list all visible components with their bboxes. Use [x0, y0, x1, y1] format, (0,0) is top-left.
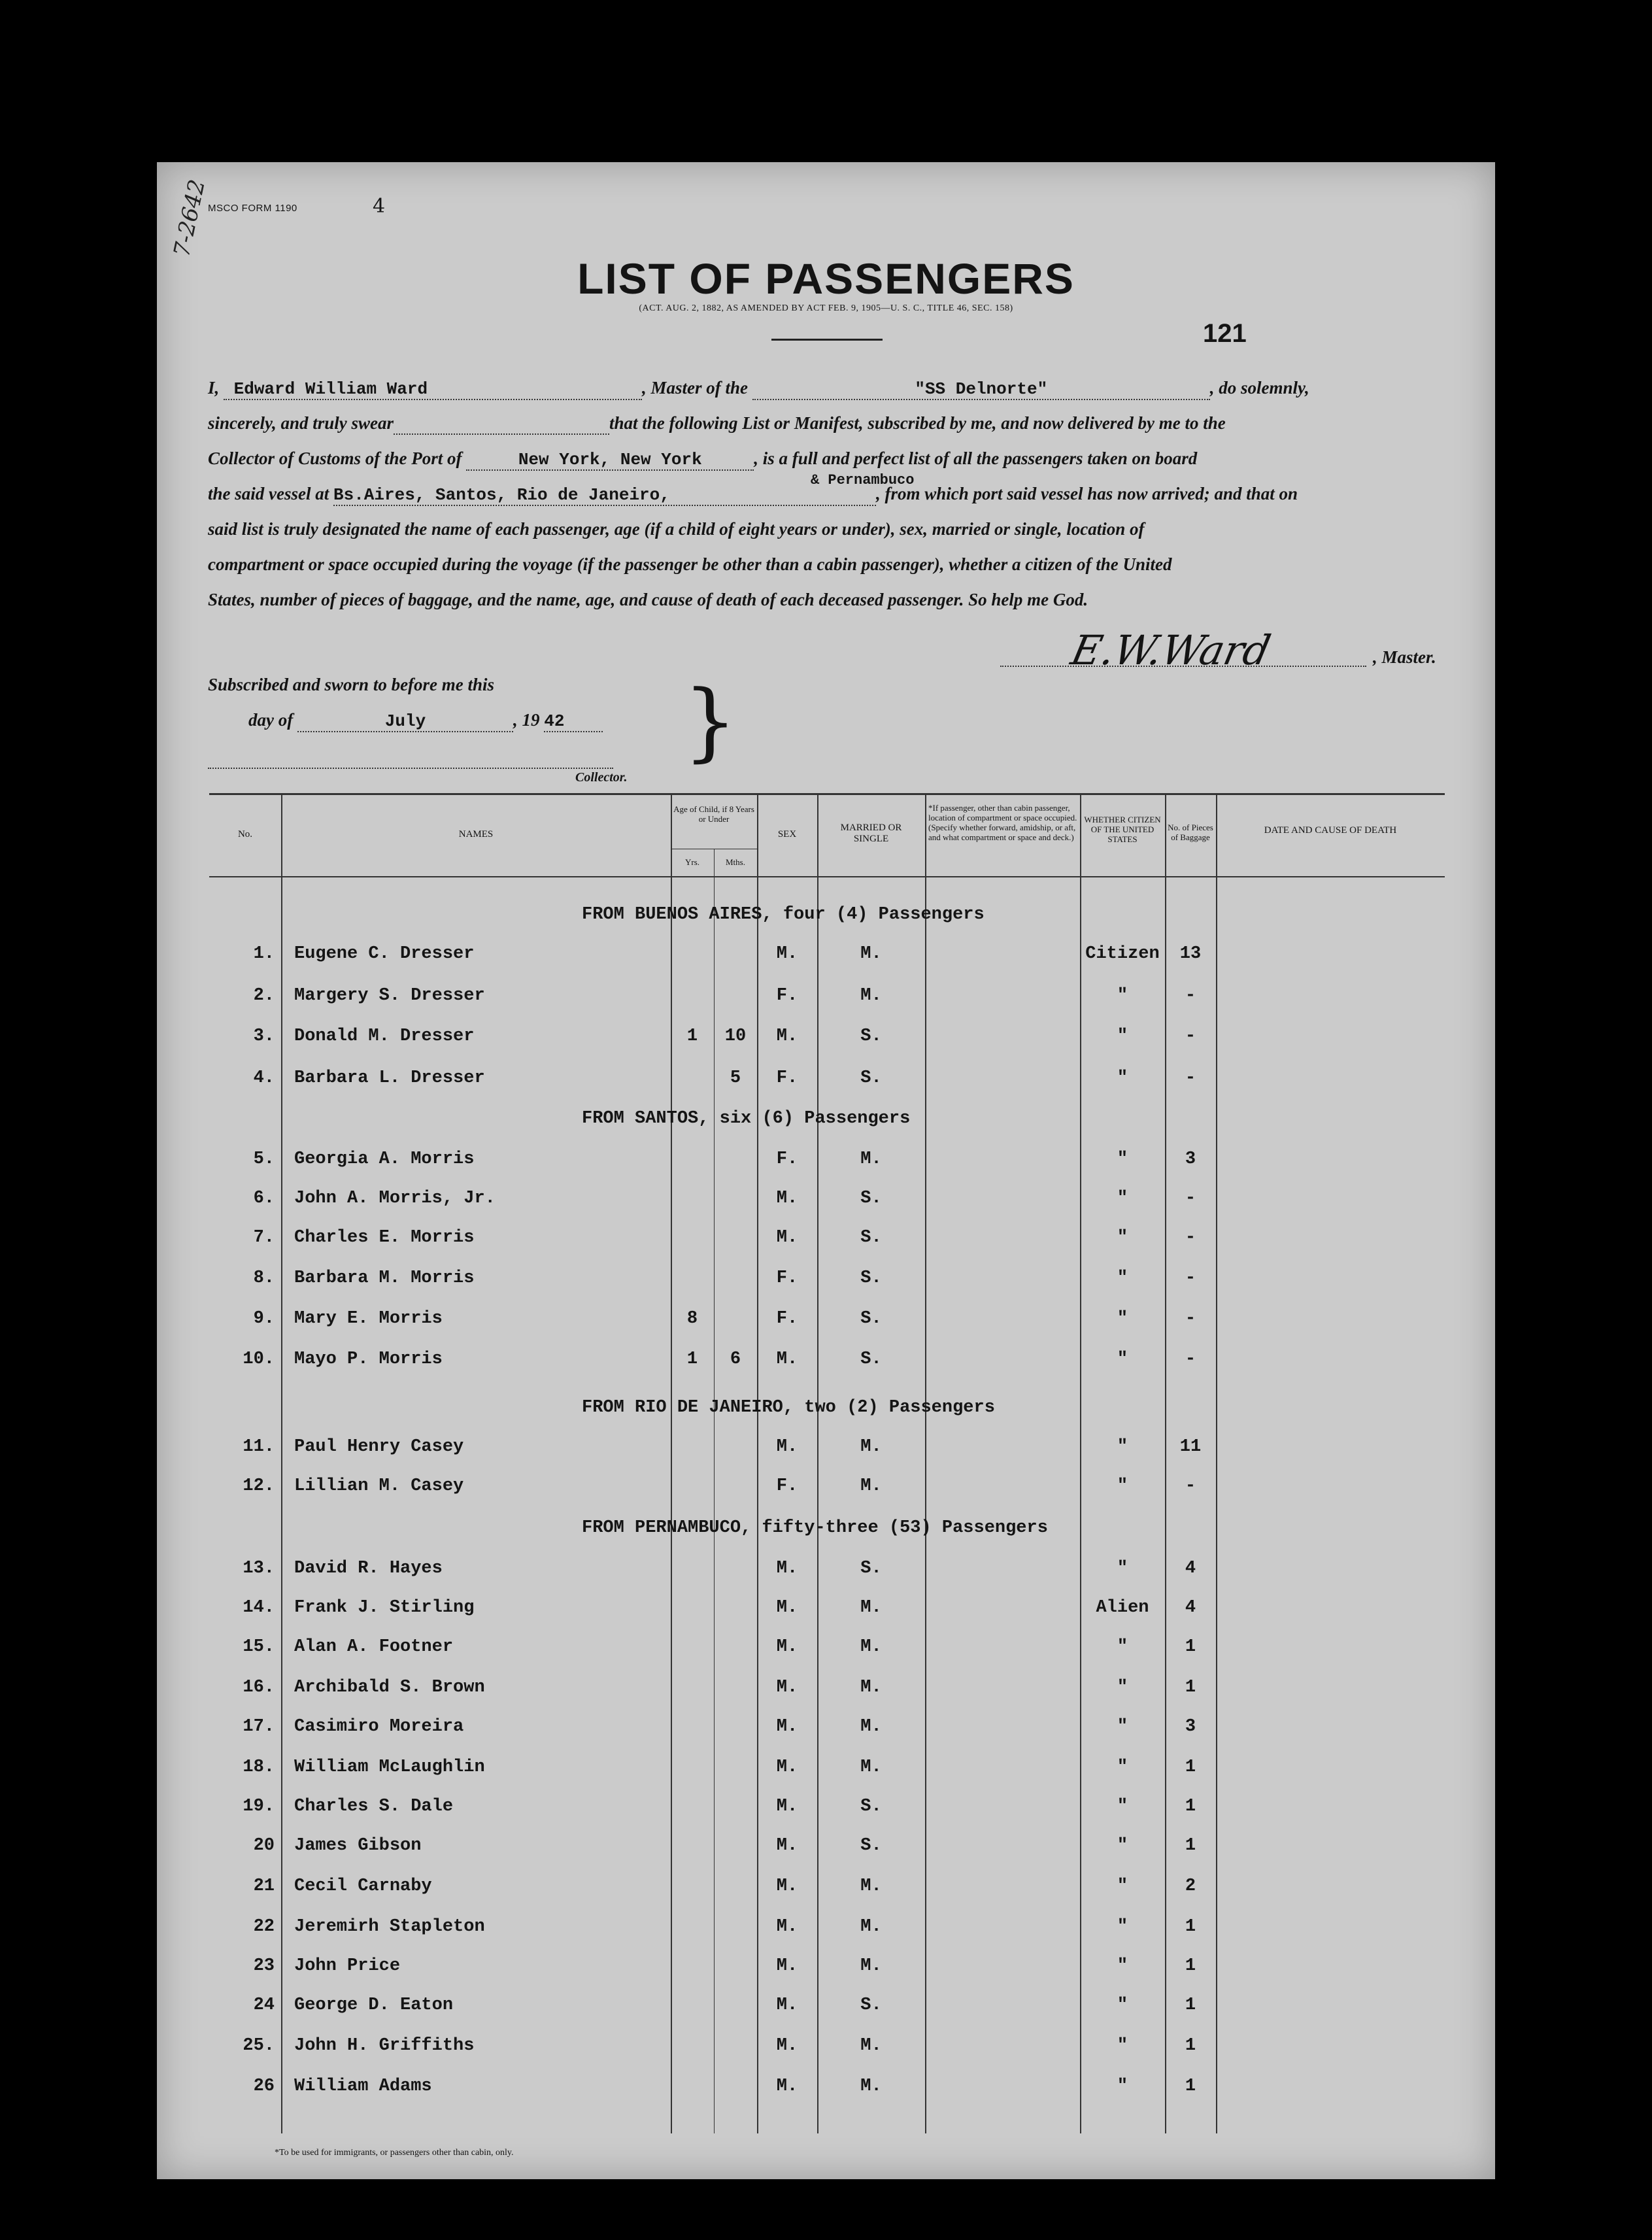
cell-citizen: "	[1117, 1309, 1128, 1329]
header-death: DATE AND CAUSE OF DEATH	[1264, 825, 1397, 836]
oath-line-2	[208, 413, 1226, 435]
cell-bag: -	[1185, 1349, 1196, 1369]
oath-text: , is a full and perfect list of all the passengers taken on board	[754, 449, 1198, 468]
oath-line-3	[208, 449, 1197, 471]
cell-no: 2.	[253, 986, 275, 1006]
cell-citizen: "	[1117, 1717, 1128, 1737]
cell-citizen: "	[1117, 2077, 1128, 2096]
cell-bag: 1	[1185, 1995, 1196, 2015]
sheet-number: 121	[1203, 319, 1247, 348]
cell-yrs: 8	[686, 1309, 698, 1329]
cell-name: John A. Morris, Jr.	[294, 1189, 496, 1208]
header-sex: SEX	[777, 829, 797, 840]
cell-no: 12.	[243, 1476, 275, 1496]
cell-ms: M.	[860, 1717, 882, 1737]
title-divider	[771, 339, 883, 341]
cell-bag: 1	[1185, 2077, 1196, 2096]
cell-mths: 6	[730, 1349, 741, 1369]
cell-ms: S.	[860, 1068, 882, 1088]
statute-reference: (ACT. AUG. 2, 1882, AS AMENDED BY ACT FEB. 9, 1905—U. S. C., TITLE 46, SEC. 158)	[639, 303, 1013, 313]
ports-from: Bs.Aires, Santos, Rio de Janeiro,	[333, 485, 670, 505]
cell-bag: -	[1185, 986, 1196, 1006]
cell-ms: M.	[860, 1476, 882, 1496]
cell-sex: M.	[776, 2036, 798, 2056]
cell-no: 26	[253, 2077, 275, 2096]
oath-text: , Master of the	[642, 378, 749, 398]
cell-bag: 1	[1185, 1797, 1196, 1816]
cell-ms: S.	[860, 1797, 882, 1816]
cell-name: Eugene C. Dresser	[294, 944, 475, 964]
header-age: Age of Child, if 8 Years or Under	[673, 804, 754, 824]
cell-ms: M.	[860, 1437, 882, 1457]
cell-no: 15.	[243, 1637, 275, 1657]
cell-citizen: "	[1117, 1149, 1128, 1169]
cell-sex: M.	[776, 1678, 798, 1697]
cell-no: 20	[253, 1836, 275, 1856]
cell-bag: -	[1185, 1027, 1196, 1046]
sworn-year: 42	[544, 711, 565, 731]
cell-citizen: "	[1117, 986, 1128, 1006]
cell-bag: 1	[1185, 1917, 1196, 1937]
cell-sex: M.	[776, 1228, 798, 1247]
cell-citizen: "	[1117, 1559, 1128, 1578]
cell-sex: F.	[776, 1309, 798, 1329]
cell-bag: 1	[1185, 1757, 1196, 1777]
blank-field	[394, 413, 609, 435]
section-santos: FROM SANTOS, six (6) Passengers	[582, 1109, 911, 1128]
cell-sex: M.	[776, 1637, 798, 1657]
cell-mths: 10	[724, 1027, 747, 1046]
cell-citizen: "	[1117, 1995, 1128, 2015]
cell-name: Georgia A. Morris	[294, 1149, 475, 1169]
cell-ms: M.	[860, 2077, 882, 2096]
cell-sex: M.	[776, 1956, 798, 1976]
cell-bag: 3	[1185, 1717, 1196, 1737]
cell-sex: M.	[776, 1027, 798, 1046]
cell-citizen: "	[1117, 1917, 1128, 1937]
header-mths: Mths.	[726, 857, 745, 867]
master-name: Edward William Ward	[233, 379, 428, 399]
cell-name: Lillian M. Casey	[294, 1476, 464, 1496]
oath-text: , from which port said vessel has now arrived; and that on	[875, 484, 1298, 503]
oath-line-1	[208, 378, 1309, 400]
cell-bag: 4	[1185, 1598, 1196, 1618]
cell-no: 16.	[243, 1678, 275, 1697]
cell-bag: -	[1185, 1268, 1196, 1288]
cell-ms: M.	[860, 986, 882, 1006]
cell-sex: M.	[776, 1917, 798, 1937]
oath-text: day of	[248, 710, 294, 730]
sworn-line-2	[248, 710, 603, 732]
oath-text: I,	[208, 378, 220, 398]
cell-no: 21	[253, 1876, 275, 1896]
header-yrs: Yrs.	[684, 857, 700, 867]
cell-sex: M.	[776, 1995, 798, 2015]
cell-no: 25.	[243, 2036, 275, 2056]
cell-sex: M.	[776, 1559, 798, 1578]
cell-no: 22	[253, 1917, 275, 1937]
col-divider	[1216, 793, 1217, 2133]
cell-no: 10.	[243, 1349, 275, 1369]
cell-bag: 3	[1185, 1149, 1196, 1169]
table-top-rule	[209, 793, 1445, 795]
master-name-field	[224, 379, 642, 400]
collector-line	[208, 768, 613, 769]
cell-ms: M.	[860, 1678, 882, 1697]
master-label: , Master.	[1373, 647, 1436, 667]
cell-ms: M.	[860, 2036, 882, 2056]
master-signature: E.W.Ward	[1067, 626, 1275, 674]
cell-no: 1.	[253, 944, 275, 964]
cell-name: Casimiro Moreira	[294, 1717, 464, 1737]
cell-name: Mary E. Morris	[294, 1309, 443, 1329]
cell-name: David R. Hayes	[294, 1559, 443, 1578]
cell-name: Donald M. Dresser	[294, 1027, 475, 1046]
cell-no: 14.	[243, 1598, 275, 1618]
oath-line-6: compartment or space occupied during the voyage (if the passenger be other than a cabin passenger), whether a citizen of the United	[208, 554, 1172, 574]
cell-no: 9.	[253, 1309, 275, 1329]
oath-line-5: said list is truly designated the name of each passenger, age (if a child of eight years or under), sex, married or single, location of	[208, 519, 1145, 539]
margin-mark: 4	[373, 195, 386, 218]
cell-ms: S.	[860, 1228, 882, 1247]
section-rio: FROM RIO DE JANEIRO, two (2) Passengers	[582, 1398, 995, 1417]
cell-citizen: "	[1117, 1068, 1128, 1088]
cell-sex: M.	[776, 1598, 798, 1618]
cell-sex: F.	[776, 986, 798, 1006]
cell-name: Charles S. Dale	[294, 1797, 454, 1816]
cell-no: 8.	[253, 1268, 275, 1288]
cell-citizen: "	[1117, 1956, 1128, 1976]
cell-no: 13.	[243, 1559, 275, 1578]
vessel-name: "SS Delnorte"	[915, 379, 1048, 399]
cell-name: Mayo P. Morris	[294, 1349, 443, 1369]
cell-no: 17.	[243, 1717, 275, 1737]
header-citizen: WHETHER CITIZEN OF THE UNITED STATES	[1084, 815, 1161, 844]
cell-bag: -	[1185, 1228, 1196, 1247]
cell-name: Paul Henry Casey	[294, 1437, 464, 1457]
cell-citizen: Alien	[1096, 1598, 1149, 1618]
cell-ms: S.	[860, 1027, 882, 1046]
cell-sex: M.	[776, 1757, 798, 1777]
cell-name: William Adams	[294, 2077, 432, 2096]
header-no: No.	[237, 829, 253, 840]
cell-bag: 1	[1185, 1637, 1196, 1657]
cell-ms: S.	[860, 1189, 882, 1208]
cell-citizen: "	[1117, 1476, 1128, 1496]
cell-citizen: "	[1117, 1876, 1128, 1896]
cell-bag: -	[1185, 1476, 1196, 1496]
cell-ms: M.	[860, 1637, 882, 1657]
port-name: New York, New York	[518, 450, 702, 469]
ports-from-field	[333, 485, 876, 506]
cell-no: 23	[253, 1956, 275, 1976]
cell-sex: M.	[776, 1349, 798, 1369]
header-names: NAMES	[458, 829, 494, 840]
cell-citizen: "	[1117, 1027, 1128, 1046]
cell-citizen: "	[1117, 2036, 1128, 2056]
header-location: *If passenger, other than cabin passenger, location of compartment or space occupied. (Specify whether forward, amidship, or aft, and what compartment or space and deck.)	[928, 803, 1077, 842]
oath-text: sincerely, and truly swear	[208, 413, 394, 433]
cell-sex: M.	[776, 944, 798, 964]
cell-no: 11.	[243, 1437, 275, 1457]
section-pernambuco: FROM PERNAMBUCO, fifty-three (53) Passengers	[582, 1518, 1048, 1538]
cell-citizen: "	[1117, 1836, 1128, 1856]
cell-name: Barbara L. Dresser	[294, 1068, 485, 1088]
cell-sex: M.	[776, 1189, 798, 1208]
cell-bag: -	[1185, 1309, 1196, 1329]
cell-no: 5.	[253, 1149, 275, 1169]
cell-bag: 11	[1179, 1437, 1202, 1457]
cell-no: 4.	[253, 1068, 275, 1088]
table-header-rule	[209, 876, 1445, 877]
cell-no: 19.	[243, 1797, 275, 1816]
cell-name: Barbara M. Morris	[294, 1268, 475, 1288]
oath-text: the said vessel at	[208, 484, 329, 503]
cell-ms: M.	[860, 1757, 882, 1777]
cell-citizen: "	[1117, 1678, 1128, 1697]
oath-text: that the following List or Manifest, subscribed by me, and now delivered by me to the	[609, 413, 1226, 433]
cell-citizen: "	[1117, 1228, 1128, 1247]
cell-no: 7.	[253, 1228, 275, 1247]
cell-no: 6.	[253, 1189, 275, 1208]
cell-sex: M.	[776, 1797, 798, 1816]
cell-citizen: "	[1117, 1757, 1128, 1777]
cell-bag: 1	[1185, 1956, 1196, 1976]
year-field	[544, 711, 603, 732]
header-married: MARRIED OR SINGLE	[840, 823, 902, 844]
oath-text: , do solemnly,	[1209, 378, 1309, 398]
cell-name: Alan A. Footner	[294, 1637, 454, 1657]
cell-yrs: 1	[686, 1349, 698, 1369]
oath-text: Collector of Customs of the Port of	[208, 449, 462, 468]
cell-sex: F.	[776, 1476, 798, 1496]
sworn-line-1: Subscribed and sworn to before me this	[208, 675, 495, 694]
cell-name: John Price	[294, 1956, 401, 1976]
cell-sex: F.	[776, 1149, 798, 1169]
vessel-field	[752, 379, 1210, 400]
cell-bag: -	[1185, 1068, 1196, 1088]
cell-ms: S.	[860, 1349, 882, 1369]
cell-name: John H. Griffiths	[294, 2036, 475, 2056]
cell-bag: 2	[1185, 1876, 1196, 1896]
margin-handwritten-note: 7-2642	[169, 177, 211, 260]
month-field	[297, 711, 513, 732]
cell-citizen: "	[1117, 1349, 1128, 1369]
cell-bag: 4	[1185, 1559, 1196, 1578]
cell-ms: S.	[860, 1309, 882, 1329]
header-baggage: No. of Pieces of Baggage	[1168, 823, 1213, 842]
cell-sex: F.	[776, 1268, 798, 1288]
cell-sex: M.	[776, 2077, 798, 2096]
cell-ms: S.	[860, 1995, 882, 2015]
col-divider	[281, 793, 282, 2133]
oath-line-7: States, number of pieces of baggage, and the name, age, and cause of death of each deceased passenger. So help me God.	[208, 590, 1088, 609]
cell-bag: 1	[1185, 1836, 1196, 1856]
cell-ms: M.	[860, 1876, 882, 1896]
oath-text: , 19	[513, 710, 540, 730]
cell-no: 3.	[253, 1027, 275, 1046]
cell-citizen: Citizen	[1085, 944, 1160, 964]
cell-citizen: "	[1117, 1637, 1128, 1657]
cell-sex: M.	[776, 1717, 798, 1737]
form-number: MSCO FORM 1190	[208, 203, 297, 214]
cell-ms: M.	[860, 1149, 882, 1169]
cell-ms: M.	[860, 1956, 882, 1976]
cell-ms: M.	[860, 944, 882, 964]
section-buenos-aires: FROM BUENOS AIRES, four (4) Passengers	[582, 905, 985, 925]
sworn-month: July	[384, 711, 426, 731]
cell-citizen: "	[1117, 1268, 1128, 1288]
cell-bag: 13	[1179, 944, 1202, 964]
col-divider	[925, 793, 926, 2133]
oath-line-4	[208, 484, 1298, 506]
cell-sex: M.	[776, 1437, 798, 1457]
cell-mths: 5	[730, 1068, 741, 1088]
cell-citizen: "	[1117, 1797, 1128, 1816]
cell-ms: S.	[860, 1836, 882, 1856]
cell-name: Margery S. Dresser	[294, 986, 485, 1006]
cell-ms: S.	[860, 1268, 882, 1288]
cell-sex: M.	[776, 1876, 798, 1896]
cell-name: Frank J. Stirling	[294, 1598, 475, 1618]
cell-sex: F.	[776, 1068, 798, 1088]
ports-from-extra: & Pernambuco	[811, 472, 915, 488]
cell-name: Jeremirh Stapleton	[294, 1917, 485, 1937]
cell-name: Archibald S. Brown	[294, 1678, 485, 1697]
page-title: LIST OF PASSENGERS	[577, 254, 1075, 303]
cell-name: James Gibson	[294, 1836, 422, 1856]
cell-name: George D. Eaton	[294, 1995, 454, 2015]
bracket: }	[683, 671, 737, 771]
cell-citizen: "	[1117, 1437, 1128, 1457]
cell-bag: -	[1185, 1189, 1196, 1208]
cell-ms: M.	[860, 1598, 882, 1618]
cell-name: Cecil Carnaby	[294, 1876, 432, 1896]
footnote: *To be used for immigrants, or passengers other than cabin, only.	[275, 2148, 514, 2158]
cell-no: 18.	[243, 1757, 275, 1777]
manifest-page	[157, 162, 1495, 2179]
cell-sex: M.	[776, 1836, 798, 1856]
cell-ms: M.	[860, 1917, 882, 1937]
cell-citizen: "	[1117, 1189, 1128, 1208]
cell-yrs: 1	[686, 1027, 698, 1046]
cell-bag: 1	[1185, 1678, 1196, 1697]
cell-no: 24	[253, 1995, 275, 2015]
collector-label: Collector.	[575, 770, 628, 785]
cell-bag: 1	[1185, 2036, 1196, 2056]
port-field	[466, 450, 754, 471]
cell-name: William McLaughlin	[294, 1757, 485, 1777]
col-divider	[671, 793, 672, 2133]
cell-name: Charles E. Morris	[294, 1228, 475, 1247]
cell-ms: S.	[860, 1559, 882, 1578]
